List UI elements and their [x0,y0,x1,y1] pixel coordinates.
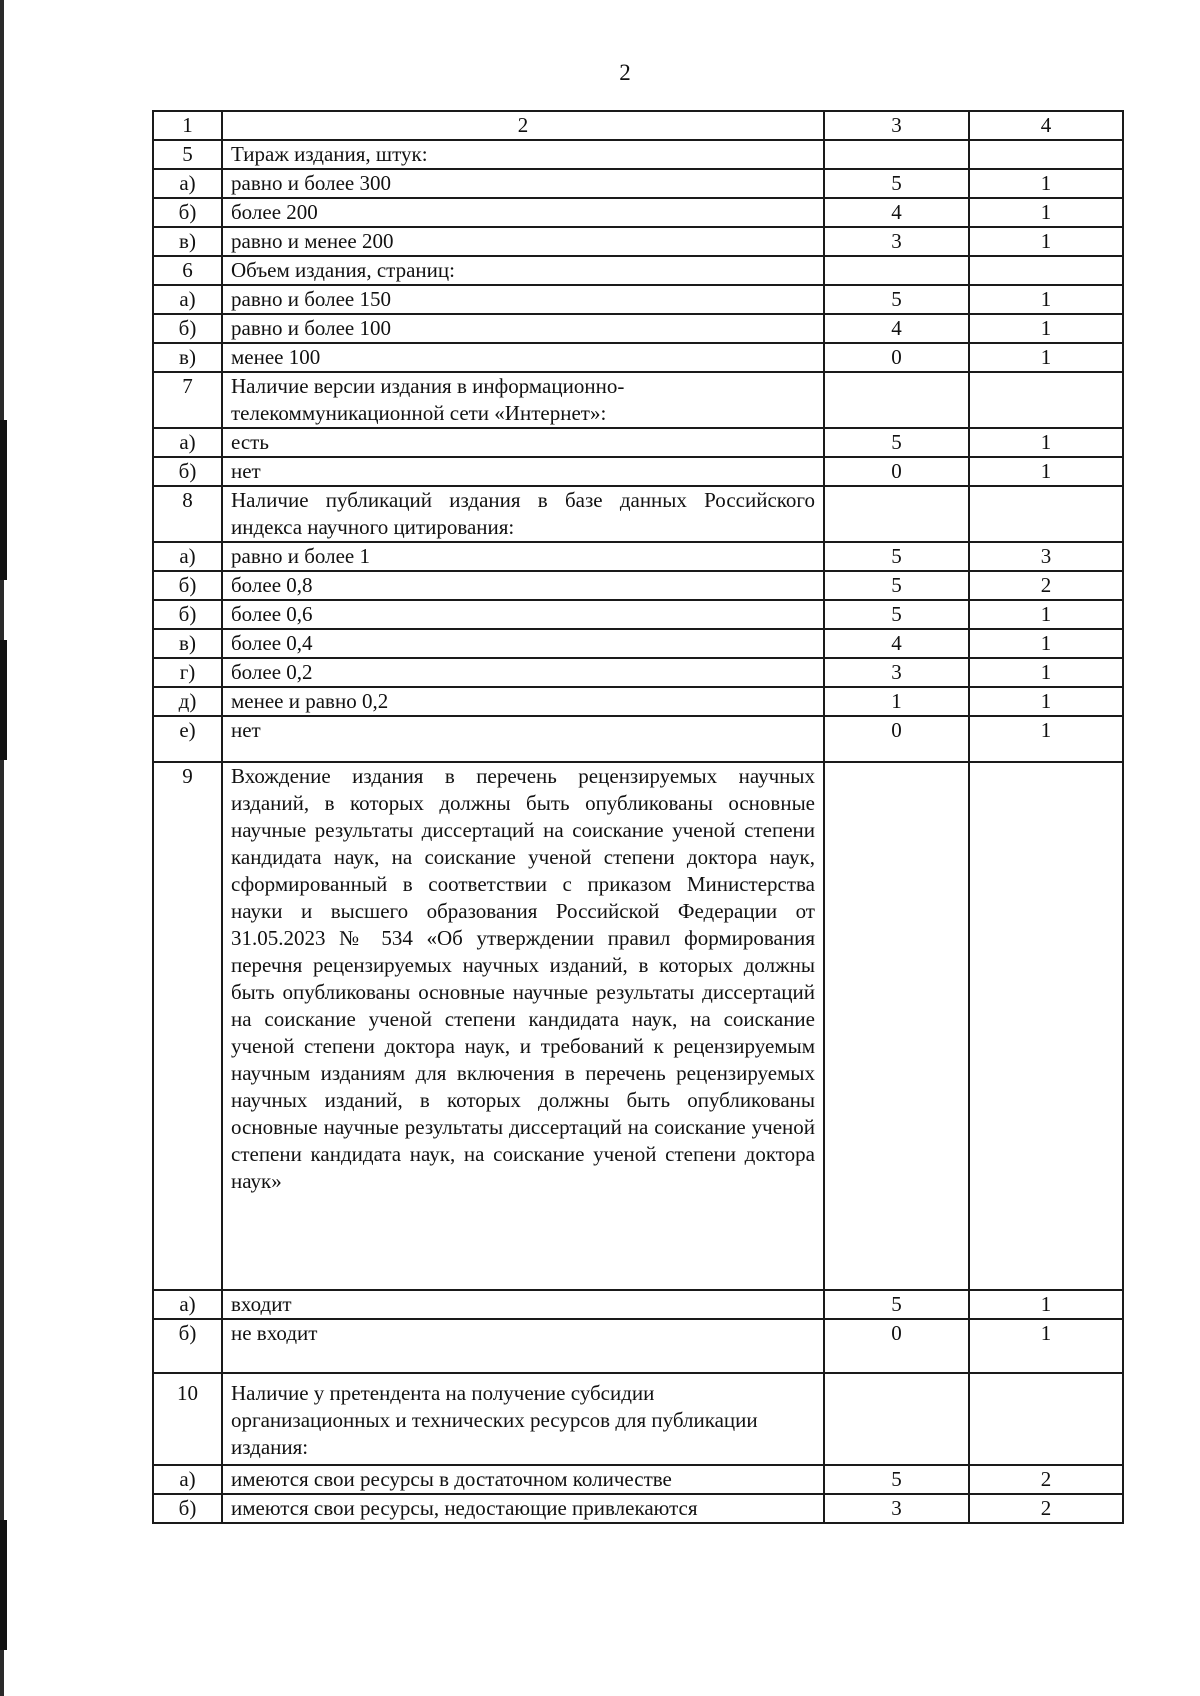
table-row [153,343,1123,372]
table-row [153,629,1123,658]
row-text: нет [222,457,824,486]
row-text: есть [222,428,824,457]
table-row [153,571,1123,600]
row-text: имеются свои ресурсы, недостающие привлекаются [222,1494,824,1523]
row-number: а) [153,169,222,198]
row-score [824,762,969,1290]
scan-edge-mark [0,1520,7,1650]
row-weight: 1 [969,198,1123,227]
row-text: равно и более 1 [222,542,824,571]
row-text: менее и равно 0,2 [222,687,824,716]
row-text: более 200 [222,198,824,227]
row-number: а) [153,1290,222,1319]
row-text: нет [222,716,824,762]
table-row [153,314,1123,343]
row-number: в) [153,227,222,256]
row-number: а) [153,428,222,457]
table-row [153,687,1123,716]
row-weight: 1 [969,428,1123,457]
table-row [153,1465,1123,1494]
row-number: б) [153,1319,222,1373]
row-score: 0 [824,1319,969,1373]
table-row [153,762,1123,1290]
row-text: более 0,6 [222,600,824,629]
row-text: более 0,4 [222,629,824,658]
row-score: 4 [824,629,969,658]
column-header: 3 [824,111,969,140]
row-text: равно и более 300 [222,169,824,198]
row-number: б) [153,314,222,343]
row-weight [969,256,1123,285]
row-weight: 1 [969,1319,1123,1373]
table-row [153,198,1123,227]
row-weight: 1 [969,457,1123,486]
row-text: более 0,8 [222,571,824,600]
row-weight: 2 [969,1465,1123,1494]
table-row [153,486,1123,542]
row-number: б) [153,457,222,486]
row-text: входит [222,1290,824,1319]
table-row [153,1290,1123,1319]
row-weight: 1 [969,687,1123,716]
row-text: Наличие у претендента на получение субсидии организационных и технических ресурсов для публикации издания: [222,1373,824,1465]
row-score: 5 [824,285,969,314]
row-weight: 3 [969,542,1123,571]
column-header: 1 [153,111,222,140]
scan-edge-mark [0,420,7,580]
row-weight [969,372,1123,428]
row-score: 5 [824,600,969,629]
row-number: 6 [153,256,222,285]
table-row [153,169,1123,198]
row-score: 5 [824,169,969,198]
row-text: равно и менее 200 [222,227,824,256]
table-row [153,285,1123,314]
scan-edge [0,0,4,1696]
row-text: имеются свои ресурсы в достаточном количестве [222,1465,824,1494]
row-weight: 1 [969,1290,1123,1319]
row-weight [969,486,1123,542]
row-score [824,256,969,285]
row-score: 3 [824,658,969,687]
row-weight: 1 [969,169,1123,198]
row-weight [969,1373,1123,1465]
row-weight: 1 [969,600,1123,629]
row-number: 5 [153,140,222,169]
table-header-row [153,111,1123,140]
row-weight: 2 [969,571,1123,600]
row-number: 9 [153,762,222,1290]
row-weight: 1 [969,285,1123,314]
row-number: а) [153,285,222,314]
row-number: б) [153,571,222,600]
table-row [153,428,1123,457]
column-header: 4 [969,111,1123,140]
row-score [824,486,969,542]
row-score: 0 [824,343,969,372]
row-score: 1 [824,687,969,716]
row-weight [969,762,1123,1290]
row-score: 3 [824,227,969,256]
table-row [153,227,1123,256]
row-score: 4 [824,198,969,227]
scan-edge-mark [0,640,7,760]
row-score: 0 [824,457,969,486]
row-score: 5 [824,428,969,457]
row-text: Объем издания, страниц: [222,256,824,285]
row-score: 0 [824,716,969,762]
row-text: Тираж издания, штук: [222,140,824,169]
row-score: 3 [824,1494,969,1523]
row-score: 5 [824,542,969,571]
row-weight: 1 [969,314,1123,343]
row-number: 10 [153,1373,222,1465]
table-row [153,140,1123,169]
row-weight: 2 [969,1494,1123,1523]
row-weight: 1 [969,227,1123,256]
criteria-table [152,110,1124,1524]
row-number: б) [153,1494,222,1523]
row-score: 5 [824,571,969,600]
row-weight: 1 [969,658,1123,687]
row-score: 5 [824,1290,969,1319]
row-weight: 1 [969,343,1123,372]
row-weight: 1 [969,716,1123,762]
row-number: 8 [153,486,222,542]
table-row [153,1494,1123,1523]
column-header: 2 [222,111,824,140]
table-row [153,716,1123,762]
table-row [153,256,1123,285]
table-row [153,372,1123,428]
table-row [153,658,1123,687]
row-score [824,1373,969,1465]
row-text: Наличие публикаций издания в базе данных Российского индекса научного цитирования: [222,486,824,542]
row-score [824,140,969,169]
row-text: Наличие версии издания в информационно-телекоммуникационной сети «Интернет»: [222,372,824,428]
row-weight: 1 [969,629,1123,658]
table-row [153,600,1123,629]
row-number: е) [153,716,222,762]
row-text: не входит [222,1319,824,1373]
row-number: д) [153,687,222,716]
row-text: менее 100 [222,343,824,372]
page-number: 2 [619,60,631,85]
row-weight [969,140,1123,169]
row-number: г) [153,658,222,687]
row-score [824,372,969,428]
table-row [153,1319,1123,1373]
row-number: в) [153,629,222,658]
row-score: 4 [824,314,969,343]
row-number: в) [153,343,222,372]
row-number: а) [153,542,222,571]
row-text: равно и более 100 [222,314,824,343]
row-score: 5 [824,1465,969,1494]
row-text: более 0,2 [222,658,824,687]
row-text: Вхождение издания в перечень рецензируемых научных изданий, в которых должны быть опубликованы основные научные результаты диссертаций на соискание ученой степени кандидата наук, на соискание ученой степени доктора наук, сформированный в соответствии с приказом Министерства науки и высшего образования Российской Федерации от 31.05.2023 № 534 «Об утверждении правил формирования перечня рецензируемых научных изданий, в которых должны быть опубликованы основные научные результаты диссертаций на соискание ученой степени кандидата наук, на соискание ученой степени доктора наук, и требований к рецензируемым научным изданиям для включения в перечень рецензируемых научных изданий, в которых должны быть опубликованы основные научные результаты диссертаций на соискание ученой степени кандидата наук, на соискание ученой степени доктора наук» [222,762,824,1290]
row-number: 7 [153,372,222,428]
row-number: б) [153,198,222,227]
row-number: а) [153,1465,222,1494]
row-number: б) [153,600,222,629]
table-row [153,457,1123,486]
row-text: равно и более 150 [222,285,824,314]
table-row [153,1373,1123,1465]
table-row [153,542,1123,571]
